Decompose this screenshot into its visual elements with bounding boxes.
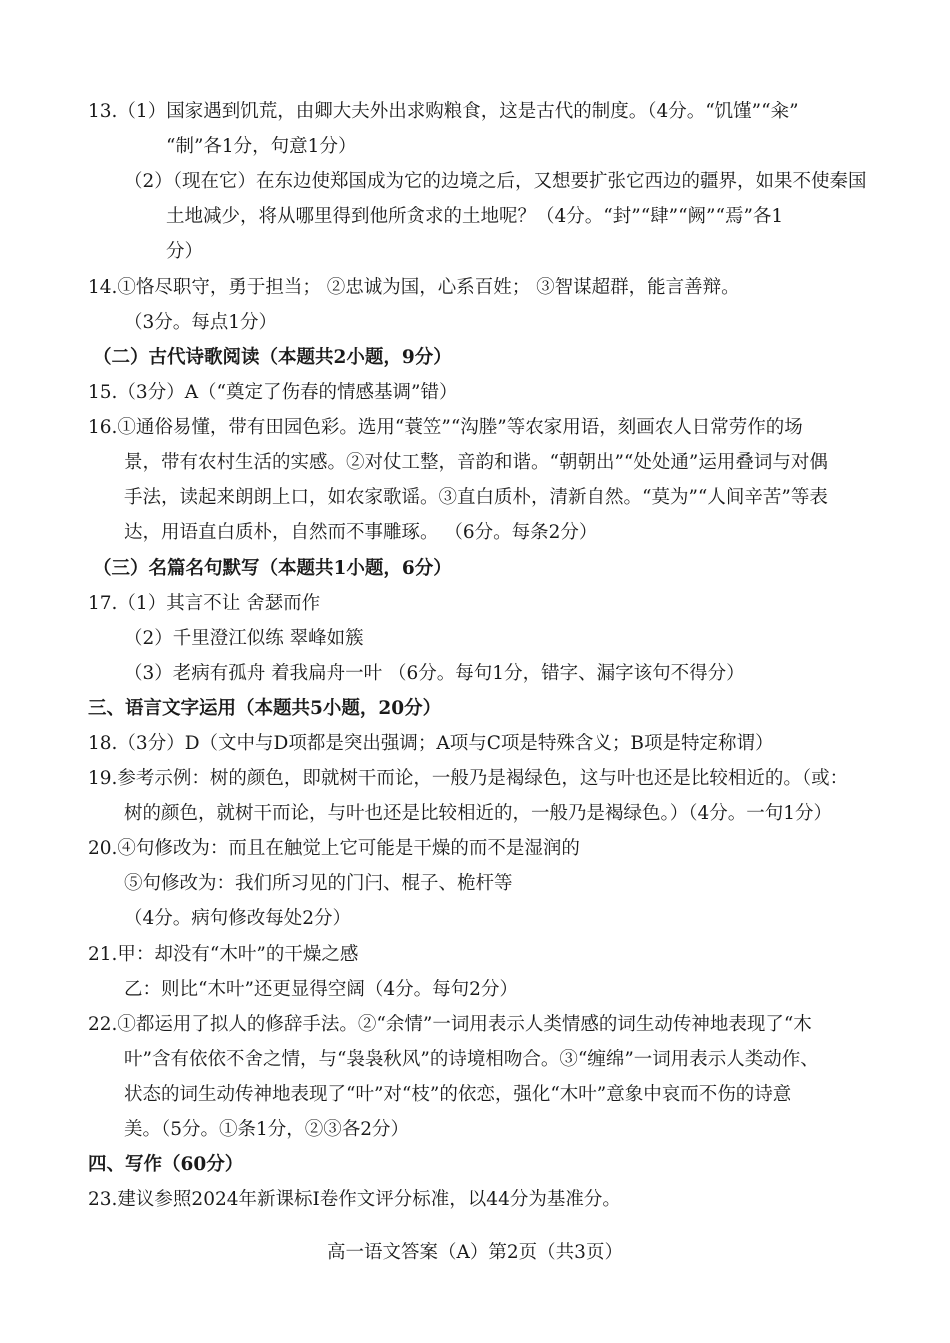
- section-heading-recitation: （三）名篇名句默写（本题共1小题，6分）: [93, 558, 452, 579]
- answer-19-line-1: 19.参考示例：树的颜色，即就树干而论，一般乃是褐绿色，这与叶也还是比较相近的。（或：: [88, 768, 849, 789]
- answer-20-line-3: （4分。病句修改每处2分）: [124, 908, 352, 929]
- answer-22-line-2: 叶”含有依依不舍之情，与“袅袅秋风”的诗境相吻合。③“缠绵”一词用表示人类动作、: [124, 1049, 819, 1070]
- answer-17-line-2: （2）千里澄江似练 翠峰如簇: [124, 628, 364, 649]
- answer-13-line-4: 土地减少，将从哪里得到他所贪求的土地呢？（4分。“封”“肆”“阙”“焉”各1: [166, 206, 784, 227]
- answer-19-line-2: 树的颜色，就树干而论，与叶也还是比较相近的，一般乃是褐绿色。）（4分。一句1分）: [124, 803, 833, 824]
- answer-16-line-2: 景，带有农村生活的实感。②对仗工整，音韵和谐。“朝朝出”“处处通”运用叠词与对偶: [124, 452, 828, 473]
- page-footer: 高一语文答案（A）第2页（共3页）: [327, 1242, 623, 1263]
- answer-22-line-1: 22.①都运用了拟人的修辞手法。②“余情”一词用表示人类情感的词生动传神地表现了“木: [88, 1014, 812, 1035]
- answer-18: 18.（3分）D（文中与D项都是突出强调；A项与C项是特殊含义；B项是特定称谓）: [88, 733, 774, 754]
- answer-16-line-1: 16.①通俗易懂，带有田园色彩。选用“蓑笠”“沟塍”等农家用语，刻画农人日常劳作的场: [88, 417, 803, 438]
- answer-16-line-4: 达，用语直白质朴，自然而不事雕琢。 （6分。每条2分）: [124, 522, 598, 543]
- answer-16-line-3: 手法，读起来朗朗上口，如农家歌谣。③直白质朴，清新自然。“莫为”“人间辛苦”等表: [124, 487, 828, 508]
- answer-13-line-2: “制”各1分，句意1分）: [166, 136, 357, 157]
- answer-13-line-3: （2）（现在它）在东边使郑国成为它的边境之后，又想要扩张它西边的疆界，如果不使秦国: [124, 171, 867, 192]
- answer-17-line-3: （3）老病有孤舟 着我扁舟一叶 （6分。每句1分，错字、漏字该句不得分）: [124, 663, 745, 684]
- answer-14-line-1: 14.①恪尽职守，勇于担当； ②忠诚为国，心系百姓； ③智谋超群，能言善辩。: [88, 277, 740, 298]
- section-heading-writing: 四、写作（60分）: [88, 1154, 244, 1175]
- answer-21-line-1: 21.甲：却没有“木叶”的干燥之感: [88, 944, 359, 965]
- answer-20-line-1: 20.④句修改为：而且在触觉上它可能是干燥的而不是湿润的: [88, 838, 580, 859]
- answer-20-line-2: ⑤句修改为：我们所习见的门闩、棍子、桅杆等: [124, 873, 513, 894]
- answer-22-line-4: 美。（5分。①条1分，②③各2分）: [124, 1119, 410, 1140]
- answer-13-line-1: 13.（1）国家遇到饥荒，由卿大夫外出求购粮食，这是古代的制度。（4分。“饥馑”“籴”: [88, 101, 799, 122]
- answer-13-line-5: 分）: [166, 241, 204, 262]
- answer-17-line-1: 17.（1）其言不让 舍瑟而作: [88, 593, 321, 614]
- answer-15: 15.（3分）A（“奠定了伤春的情感基调”错）: [88, 382, 458, 403]
- answer-22-line-3: 状态的词生动传神地表现了“叶”对“枝”的依恋，强化“木叶”意象中哀而不伤的诗意: [124, 1084, 792, 1105]
- answer-23: 23.建议参照2024年新课标I卷作文评分标准，以44分为基准分。: [88, 1189, 621, 1210]
- section-heading-poetry: （二）古代诗歌阅读（本题共2小题，9分）: [93, 347, 452, 368]
- answer-14-line-2: （3分。每点1分）: [124, 312, 278, 333]
- answer-21-line-2: 乙：则比“木叶”还更显得空阔（4分。每句2分）: [124, 979, 518, 1000]
- section-heading-language: 三、语言文字运用（本题共5小题，20分）: [88, 698, 442, 719]
